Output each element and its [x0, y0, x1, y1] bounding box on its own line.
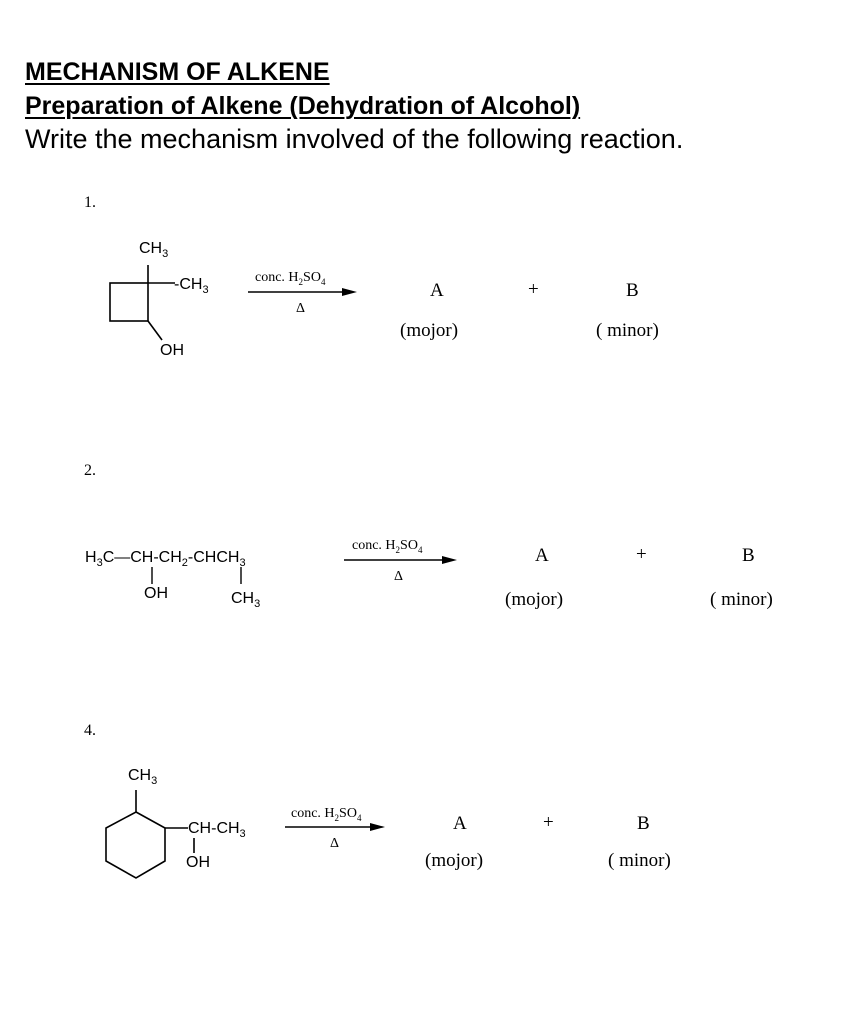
hydroxyl-label: OH [144, 585, 168, 602]
reagent-label: conc. $H_2SO_4$ [255, 270, 326, 287]
reaction-arrow-2 [344, 556, 457, 564]
major-note: (mojor) [425, 850, 484, 871]
cyclobutane-ring [110, 265, 175, 340]
reaction-number: 4. [84, 722, 96, 739]
reagent-label: conc. $H_2SO_4$ [291, 806, 362, 823]
plus-sign: + [636, 544, 647, 565]
minor-note: ( minor) [596, 320, 659, 341]
methyl-label: $-CH_3$ [174, 276, 209, 297]
instruction-text: Write the mechanism involved of the following reaction. [25, 124, 684, 154]
cyclohexane-ring [106, 790, 194, 878]
product-a-label: A [453, 813, 467, 834]
plus-sign: + [543, 812, 554, 833]
page-title: MECHANISM OF ALKENE [25, 58, 330, 86]
page-subtitle: Preparation of Alkene (Dehydration of Alcohol) [25, 92, 581, 120]
product-b-label: B [637, 813, 650, 834]
heat-symbol: Δ [394, 569, 404, 584]
reaction-arrow-3 [285, 823, 385, 831]
product-a-label: A [430, 280, 444, 301]
product-a-label: A [535, 545, 549, 566]
reaction-arrow-1 [248, 288, 357, 296]
plus-sign: + [528, 279, 539, 300]
methyl-label: $CH_3$ [128, 767, 158, 788]
chain-formula: $H_3C—CH-CH_2-CHCH_3$ [85, 549, 246, 570]
methyl-label: $CH_3$ [139, 240, 169, 261]
reaction-number: 2. [84, 462, 96, 479]
hydroxyl-label: OH [186, 854, 210, 871]
product-b-label: B [742, 545, 755, 566]
side-chain-label: $CH-CH_3$ [188, 820, 246, 841]
heat-symbol: Δ [296, 301, 306, 316]
methyl-label: $CH_3$ [231, 590, 261, 611]
heat-symbol: Δ [330, 836, 340, 851]
reagent-label: conc. $H_2SO_4$ [352, 538, 423, 555]
minor-note: ( minor) [710, 589, 773, 610]
major-note: (mojor) [505, 589, 564, 610]
chain-bonds [152, 567, 241, 584]
hydroxyl-label: OH [160, 342, 184, 359]
minor-note: ( minor) [608, 850, 671, 871]
product-b-label: B [626, 280, 639, 301]
reaction-number: 1. [84, 194, 96, 211]
major-note: (mojor) [400, 320, 459, 341]
